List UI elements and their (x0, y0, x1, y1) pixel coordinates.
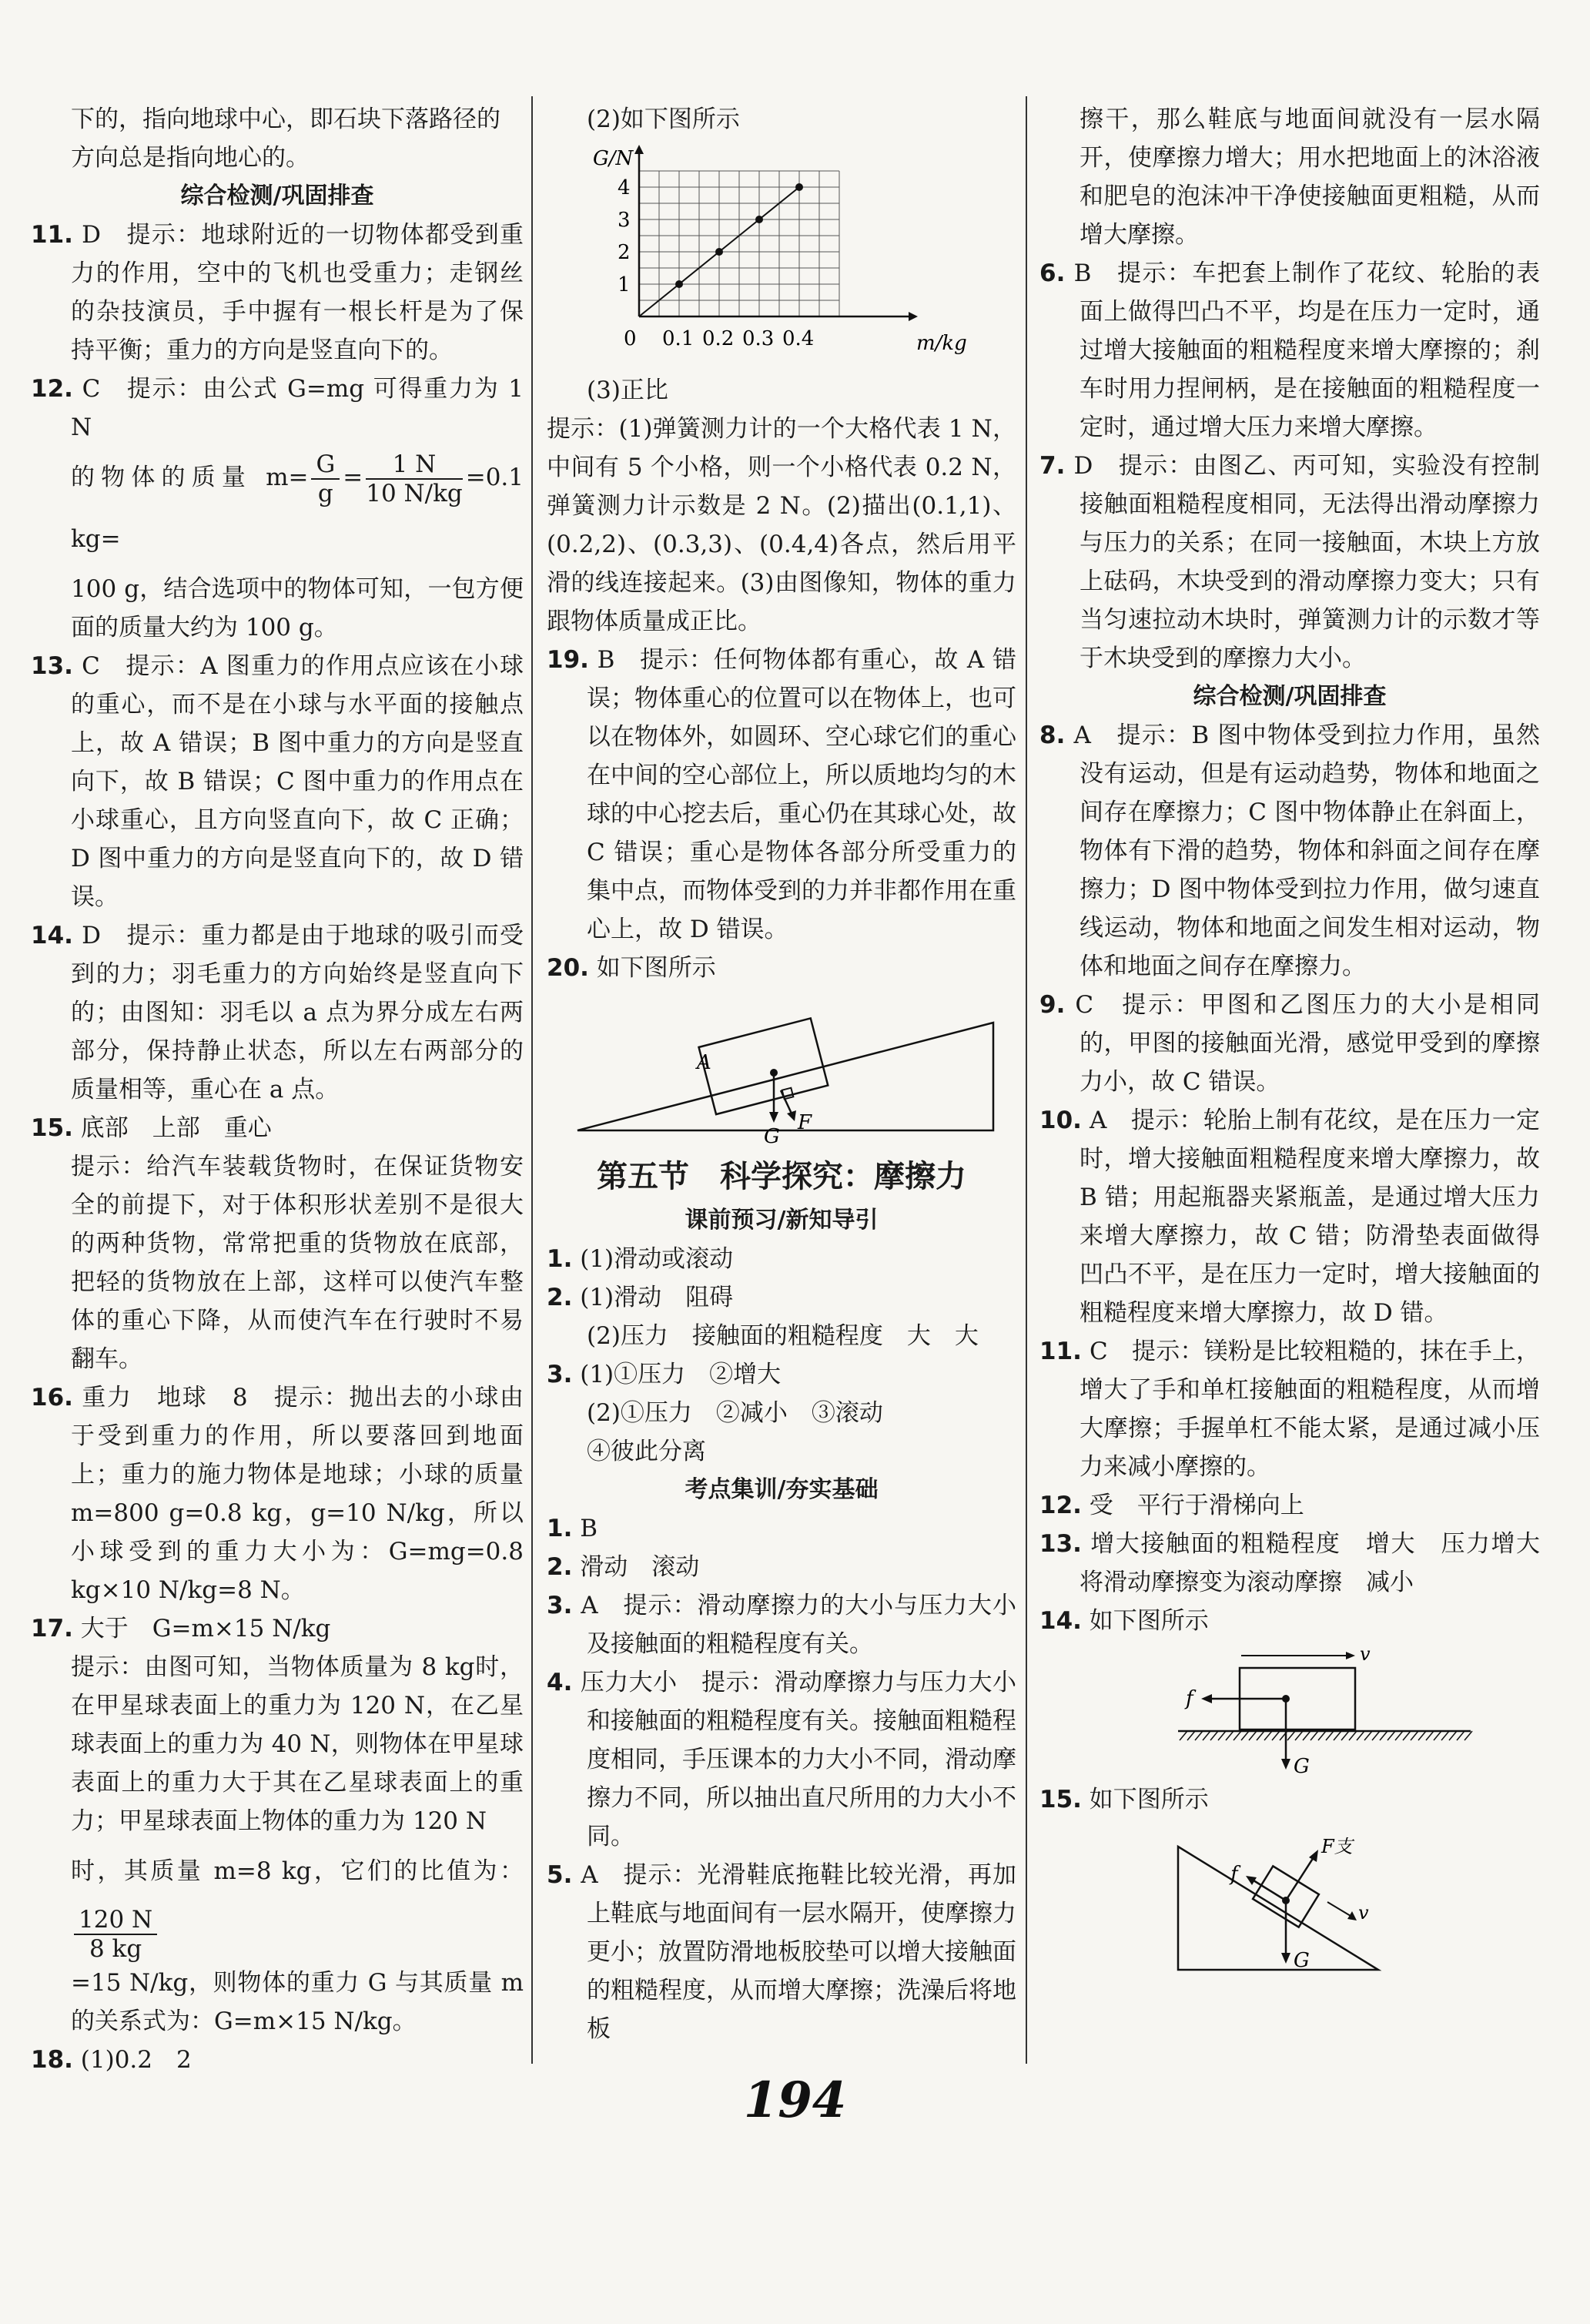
hatch-line (1441, 1731, 1449, 1740)
hatch-line (1249, 1731, 1257, 1740)
practice-4: 4. 压力大小 提示：滑动摩擦力与压力大小和接触面的粗糙程度有关。接触面粗糙程度相同，手压课本的力大小不同，滑动摩擦力不同，所以抽出直尺所用的力大小不同。 (547, 1669, 1016, 1850)
hatch-line (1457, 1731, 1464, 1740)
answer-18-hint: 提示：(1)弹簧测力计的一个大格代表 1 N，中间有 5 个小格，则一个小格代表 0.2 N，弹簧测力计示数是 2 N。(2)描出(0.1,1)、(0.2,2)、(0.3,3)、(0.4,4)各点，然后用平滑的线连接起来。(3)由图像知，物体的重力跟物体质量成正比。 (547, 415, 1016, 635)
page-number: 194 (743, 2071, 847, 2129)
x-tick-label: 0.1 (662, 327, 695, 350)
ground-hatching (1180, 1731, 1472, 1740)
answer-18-part2: (2)如下图所示 (587, 105, 740, 133)
section-heading-preview: 课前预习/新知导引 (685, 1207, 879, 1234)
column-divider-2 (1026, 96, 1027, 2064)
y-axis-label: G/N (593, 147, 634, 170)
graph-grid (639, 171, 839, 316)
support-force-arrowhead (1309, 1850, 1318, 1862)
force-f-arrowhead (787, 1110, 796, 1121)
hatch-line (1218, 1731, 1226, 1740)
answer-17-ratio: 时，其质量 m=8 kg，它们的比值为： $\frac{120 N}{8 kg}$ (71, 1857, 524, 1963)
hatch-line (1426, 1731, 1434, 1740)
hatch-line (1203, 1731, 1210, 1740)
review-14: 14. 如下图所示 (1039, 1607, 1209, 1635)
practice-6: 6. B 提示：车把套上制作了花纹、轮胎的表面上做得凹凸不平，均是在压力一定时，通过增大接触面的粗糙程度来增大摩擦的；刹车时用力捏闸柄，是在接触面的粗糙程度一定时，通过增大压力来增大摩擦。 (1039, 260, 1541, 441)
x-axis-label: m/kg (916, 332, 967, 355)
practice-5-cont: 擦干，那么鞋底与地面间就没有一层水隔开，使摩擦力增大；用水把地面上的沐浴液和肥皂的泡沫冲干净使接触面更粗糙，从而增大摩擦。 (1080, 105, 1540, 249)
block-on-ground-figure (1039, 1645, 1532, 1776)
review-10: 10. A 提示：轮胎上制有花纹，是在压力一定时，增大接触面粗糙程度来增大摩擦力，故 B 错；用起瓶器夹紧瓶盖，是通过增大压力来增大摩擦力，故 C 错；防滑垫表面做得凹凸不平，是在压力一定时，增大接触面的粗糙程度来增大摩擦力，故 D 错。 (1039, 1107, 1540, 1327)
gravity-label: G (764, 1125, 780, 1146)
hatch-line (1272, 1731, 1280, 1740)
preview-2-part2: (2)压力 接触面的粗糙程度 大 大 (587, 1322, 979, 1350)
friction-label: f (1230, 1863, 1238, 1886)
section-heading-review-2: 综合检测/巩固排查 (1193, 683, 1387, 710)
hatch-line (1349, 1731, 1357, 1740)
support-force-arrow (1286, 1857, 1314, 1900)
hatch-line (1449, 1731, 1457, 1740)
section-heading-practice: 考点集训/夯实基础 (685, 1476, 879, 1503)
review-9: 9. C 提示：甲图和乙图压力的大小是相同的，甲图的接触面光滑，感觉甲受到的摩擦力小，故 C 错误。 (1039, 991, 1540, 1096)
hatch-line (1395, 1731, 1403, 1740)
hatch-line (1372, 1731, 1380, 1740)
preview-3-part2: (2)①压力 ②减小 ③滚动 (587, 1399, 883, 1427)
preview-2: 2. (1)滑动 阻碍 (547, 1284, 734, 1311)
hatch-line (1195, 1731, 1203, 1740)
gravity-label: G (1294, 1949, 1310, 1972)
block-a-label: A (697, 1051, 711, 1074)
hatch-line (1310, 1731, 1318, 1740)
x-axis-arrow (909, 312, 918, 321)
gravity-label: G (1294, 1755, 1310, 1776)
data-point (675, 280, 683, 288)
answer-19: 19. B 提示：任何物体都有重心，故 A 错误；物体重心的位置可以在物体上，也可以在物体外，如圆环、空心球它们的重心在中间的空心部位上，所以质地均匀的木球的中心挖去后，重心仍在其球心处，故 C 错误；重心是物体各部分所受重力的集中点，而物体受到的力并非都作用在重心上，故 D 错误。 (547, 646, 1017, 943)
y-tick-labels (618, 176, 631, 296)
column-3 (1039, 100, 1565, 1982)
column-1 (31, 100, 524, 2079)
origin-label: 0 (624, 327, 637, 350)
hatch-line (1434, 1731, 1441, 1740)
preview-1: 1. (1)滑动或滚动 (547, 1245, 734, 1273)
fraction-120n-over-8kg: $\frac{120 N}{8 kg}$ (74, 1906, 157, 1963)
practice-7: 7. D 提示：由图乙、丙可知，实验没有控制接触面粗糙程度相同，无法得出滑动摩擦力与压力的关系；在同一接触面，木块上方放上砝码，木块受到的滑动摩擦力变大；只有当匀速拉动木块时，弹簧测力计的示数才等于木块受到的摩擦力大小。 (1039, 452, 1540, 672)
answer-13: 13. C 提示：A 图重力的作用点应该在小球的重心，而不是在小球与水平面的接触点上，故 A 错误；B 图中重力的方向是竖直向下，故 B 错误；C 图中重力的作用点在小球重心，且方向竖直向下，故 C 正确；D 图中重力的方向是竖直向下的，故 D 错误。 (31, 652, 524, 911)
friction-arrowhead (1201, 1694, 1212, 1703)
block-a (699, 1018, 828, 1114)
hatch-line (1287, 1731, 1295, 1740)
column-2 (547, 100, 1016, 2048)
answer-18-part3: (3)正比 (587, 377, 668, 404)
answer-17: 17. 大于 G=m×15 N/kg (31, 1615, 331, 1643)
x-tick-label: 0.4 (782, 327, 815, 350)
answer-18: 18. (1)0.2 2 (31, 2046, 192, 2074)
gravity-arrowhead (1281, 1759, 1290, 1770)
y-tick-label: 2 (618, 241, 631, 264)
intro-line-1: 下的，指向地球中心，即石块下落路径的 (71, 105, 500, 133)
answer-14: 14. D 提示：重力都是由于地球的吸引而受到的力；羽毛重力的方向始终是竖直向下的；由图知：羽毛以 a 点为界分成左右两部分，保持静止状态，所以左右两部分的质量相等，重心在 a 点。 (31, 922, 524, 1103)
preview-3: 3. (1)①压力 ②增大 (547, 1361, 782, 1388)
hatch-line (1180, 1731, 1187, 1740)
fraction-1n-over-10nkg: $\frac{1 N}{10 N/kg}$ (366, 450, 463, 507)
slope (1178, 1847, 1378, 1970)
x-tick-label: 0.3 (742, 327, 775, 350)
review-12: 12. 受 平行于滑梯向上 (1039, 1492, 1304, 1519)
right-angle-mark (782, 1088, 794, 1100)
preview-3-part3: ④彼此分离 (587, 1438, 706, 1465)
answer-17-cont: =15 N/kg，则物体的重力 G 与其质量 m 的关系式为：G=m×15 N/kg。 (71, 1969, 524, 2035)
answer-11: 11. D 提示：地球附近的一切物体都受到重力的作用，空中的飞机也受重力；走钢丝的杂技演员，手中握有一根长杆是为了保持平衡；重力的方向是竖直向下的。 (31, 221, 524, 364)
data-point (755, 216, 763, 223)
friction-label: f (1186, 1687, 1193, 1710)
hatch-line (1387, 1731, 1395, 1740)
answer-12: 12. C 提示：由公式 G=mg 可得重力为 1 N (31, 375, 524, 441)
data-point (795, 183, 803, 191)
hatch-line (1403, 1731, 1411, 1740)
intro-line-2: 方向总是指向地心的。 (71, 144, 310, 172)
velocity-arrowhead (1347, 1911, 1357, 1920)
hatch-line (1364, 1731, 1372, 1740)
hatch-line (1341, 1731, 1349, 1740)
gravity-arrowhead (769, 1112, 778, 1123)
answer-20: 20. 如下图所示 (547, 954, 716, 982)
review-11: 11. C 提示：镁粉是比较粗糙的，抹在手上，增大了手和单杠接触面的粗糙程度，从而增大摩擦；手握单杠不能太紧，是通过减小压力来减小摩擦的。 (1039, 1338, 1541, 1481)
answer-16: 16. 重力 地球 8 提示：抛出去的小球由于受到重力的作用，所以要落回到地面上；重力的施力物体是地球；小球的质量 m=800 g=0.8 kg，g=10 N/kg，所以小球受到的重力大小为：G=mg=0.8 kg×10 N/kg=8 N。 (31, 1384, 524, 1604)
x-tick-label: 0.2 (702, 327, 735, 350)
review-13: 13. 增大接触面的粗糙程度 增大 压力增大 将滑动摩擦变为滚动摩擦 减小 (1039, 1530, 1565, 1596)
gravity-arrowhead (1281, 1953, 1290, 1964)
velocity-arrowhead (1346, 1652, 1355, 1659)
hatch-line (1257, 1731, 1264, 1740)
hatch-line (1234, 1731, 1241, 1740)
hatch-line (1210, 1731, 1218, 1740)
hatch-line (1226, 1731, 1234, 1740)
answer-17-hint: 提示：由图可知，当物体质量为 8 kg时，在甲星球表面上的重力为 120 N，在乙星球表面上的重力为 40 N，则物体在甲星球表面上的重力大于其在乙星球表面上的重力；甲星球表面上物体的重力为 120 N (71, 1653, 524, 1835)
y-tick-label: 4 (618, 176, 631, 199)
answer-12-formula: 的物体的质量 m= $\frac{G}{g}$ = $\frac{1 N}{10 N/kg}$ =0.1 kg= (71, 450, 524, 553)
incline-block-figure (547, 992, 1009, 1146)
incline (577, 1023, 993, 1130)
hatch-line (1318, 1731, 1326, 1740)
practice-1: 1. B (547, 1515, 598, 1542)
hatch-line (1241, 1731, 1249, 1740)
hatch-line (1334, 1731, 1341, 1740)
hatch-line (1411, 1731, 1418, 1740)
answer-15-hint: 提示：给汽车装载货物时，在保证货物安全的前提下，对于体积形状差别不是很大的两种货物，常常把重的货物放在底部，把轻的货物放在上部，这样可以使汽车整体的重心下降，从而使汽车在行驶时不易翻车。 (71, 1153, 524, 1373)
hatch-line (1357, 1731, 1364, 1740)
review-8: 8. A 提示：B 图中物体受到拉力作用，虽然没有运动，但是有运动趋势，物体和地面之间存在摩擦力；C 图中物体静止在斜面上，物体有下滑的趋势，物体和斜面之间存在摩擦力；D 图中物体受到拉力作用，做匀速直线运动，物体和地面之间发生相对运动，物体和地面之间存在摩擦力。 (1039, 722, 1540, 980)
y-axis-arrow (634, 145, 644, 154)
mass-weight-graph (547, 143, 978, 367)
block-on-slope-figure (1039, 1823, 1532, 1977)
data-point (715, 248, 723, 256)
section-5-title: 第五节 科学探究：摩擦力 (597, 1159, 966, 1194)
y-tick-label: 3 (618, 209, 631, 232)
x-tick-labels (662, 327, 814, 350)
hatch-line (1464, 1731, 1472, 1740)
hatch-line (1326, 1731, 1334, 1740)
hatch-line (1295, 1731, 1303, 1740)
hatch-line (1380, 1731, 1387, 1740)
velocity-label: v (1358, 1902, 1369, 1924)
hatch-line (1418, 1731, 1426, 1740)
review-15: 15. 如下图所示 (1039, 1786, 1209, 1813)
answer-15: 15. 底部 上部 重心 (31, 1114, 272, 1142)
force-f-label: F (798, 1111, 812, 1134)
support-force-label: F支 (1321, 1836, 1353, 1857)
answer-12-cont: 100 g，结合选项中的物体可知，一包方便面的质量大约为 100 g。 (71, 575, 524, 641)
velocity-arrow (1327, 1902, 1351, 1916)
hatch-line (1303, 1731, 1310, 1740)
practice-2: 2. 滑动 滚动 (547, 1553, 700, 1581)
practice-3: 3. A 提示：滑动摩擦力的大小与压力大小及接触面的粗糙程度有关。 (547, 1592, 1016, 1658)
practice-5: 5. A 提示：光滑鞋底拖鞋比较光滑，再加上鞋底与地面间有一层水隔开，使摩擦力更小；放置防滑地板胶垫可以增大接触面的粗糙程度，从而增大摩擦；洗澡后将地板 (547, 1861, 1016, 2043)
velocity-label: v (1360, 1645, 1371, 1665)
y-tick-label: 1 (618, 273, 631, 296)
fraction-g-over-g: $\frac{G}{g}$ (311, 450, 340, 507)
section-heading-review: 综合检测/巩固排查 (180, 183, 374, 209)
column-divider-1 (531, 96, 533, 2064)
hatch-line (1187, 1731, 1195, 1740)
hatch-line (1264, 1731, 1272, 1740)
